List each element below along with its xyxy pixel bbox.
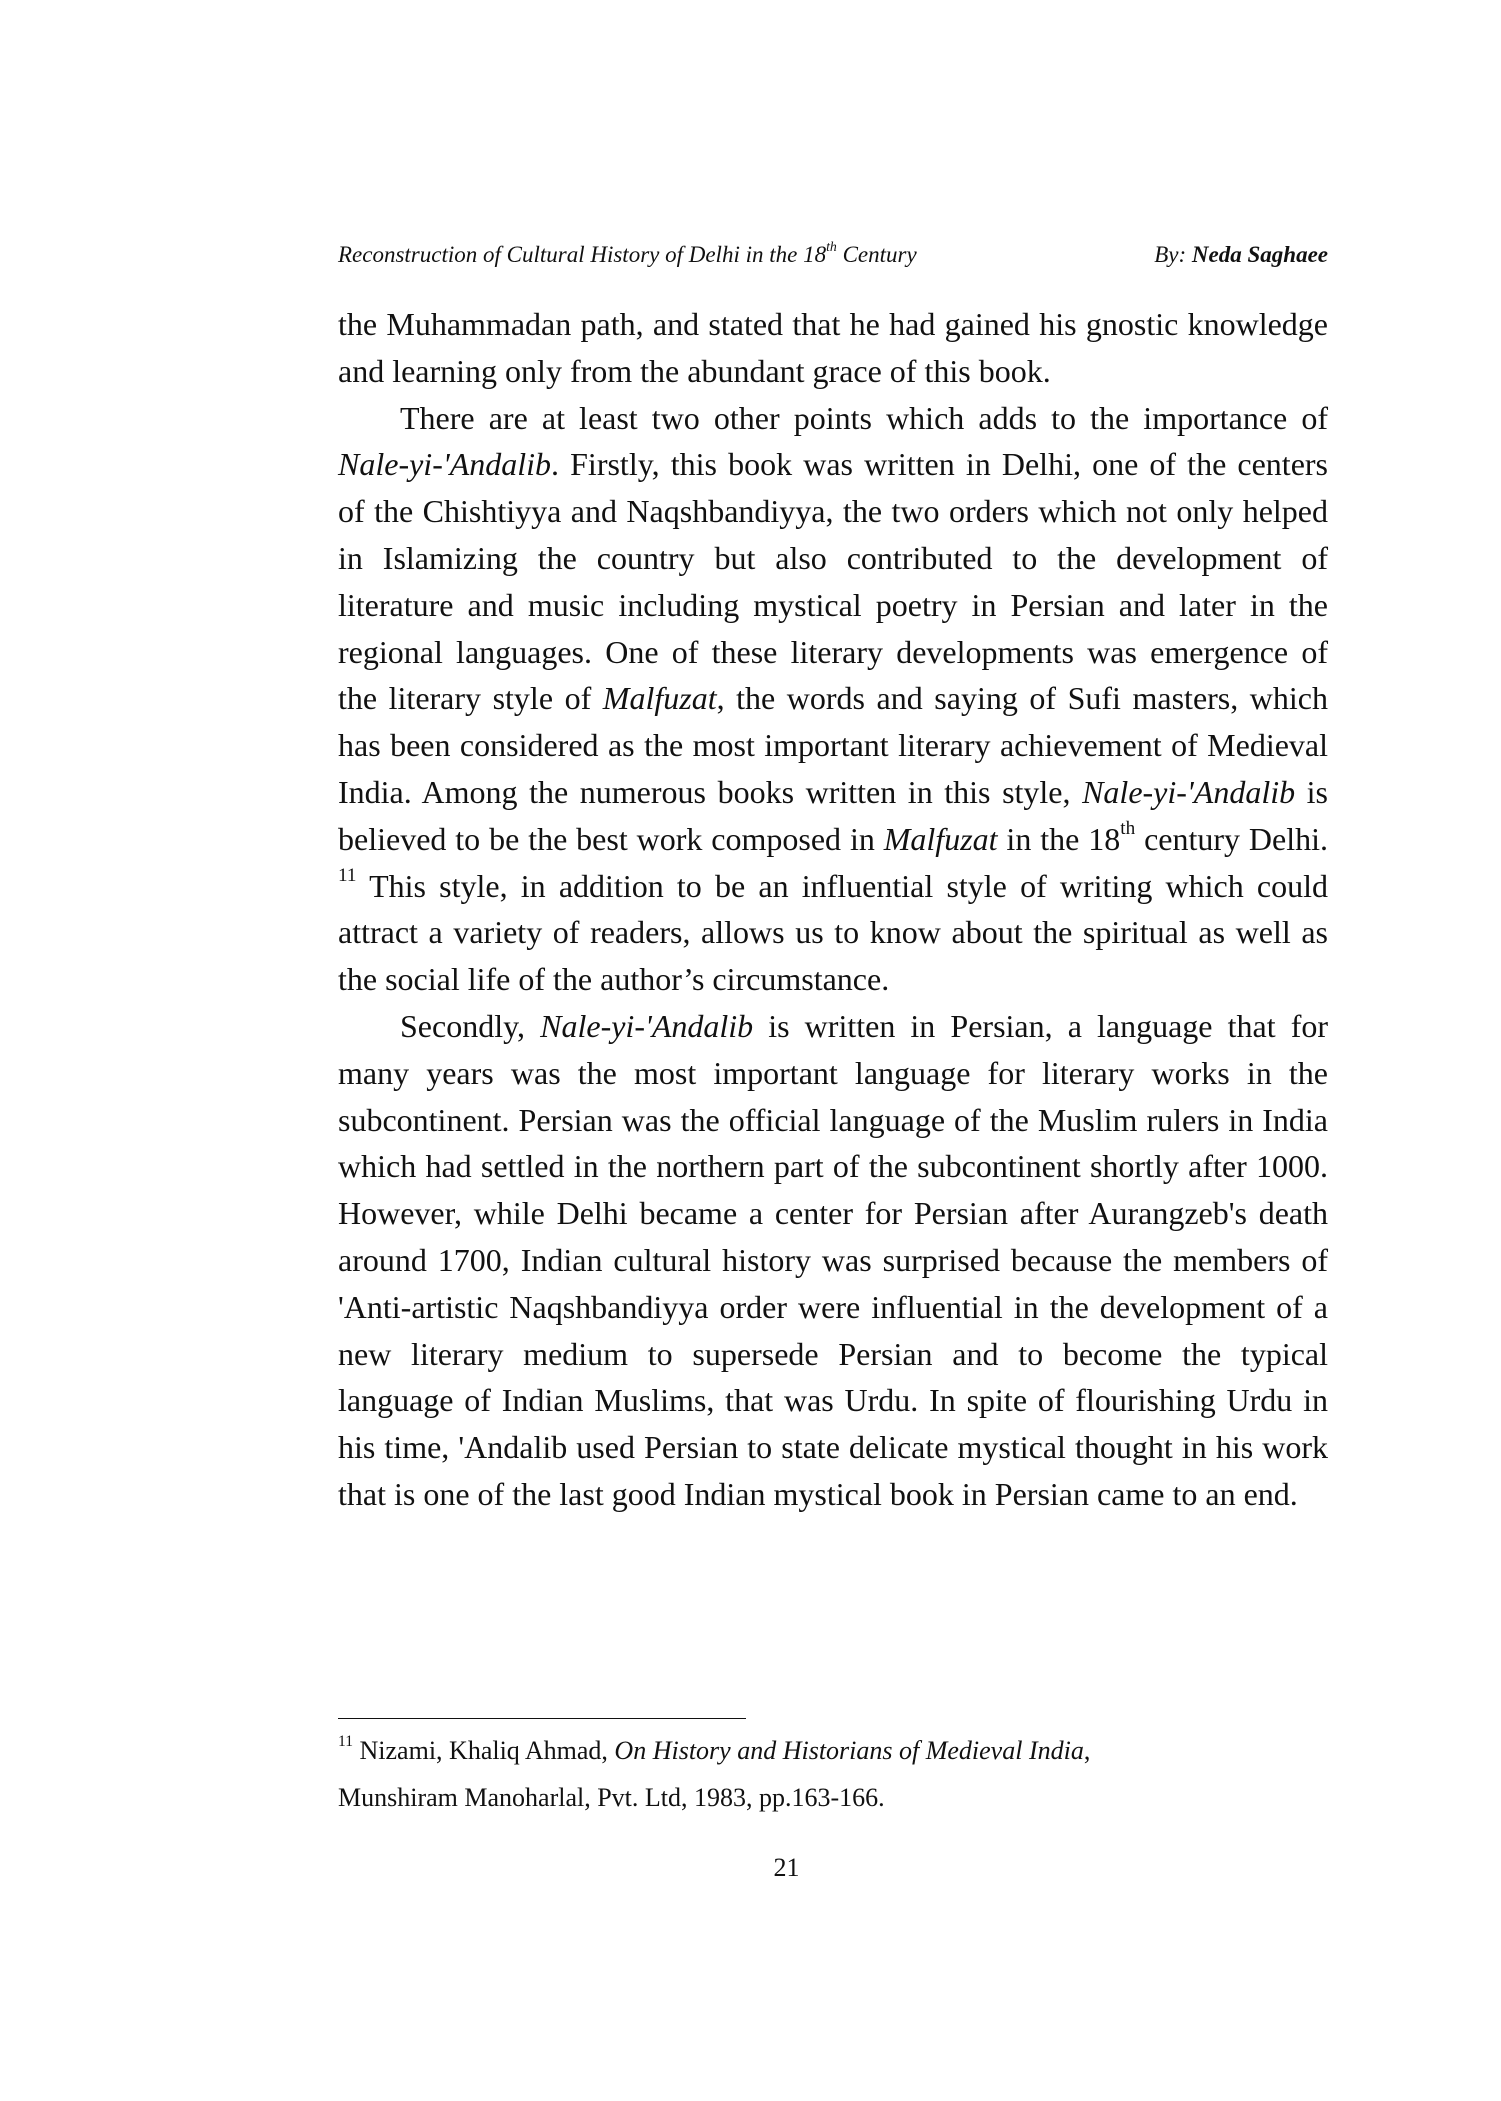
footnote-number: 11 — [338, 1733, 354, 1751]
p2-text-4: is believed to be the best work composed in — [338, 773, 1329, 857]
footnote-italic-title: On History and Historians of Medieval India — [614, 1736, 1084, 1765]
header-author-name: Neda Saghaee — [1191, 242, 1328, 267]
p2-text-7: This style, in addition to be an influential style of writing which could attract a variety of readers, allows us to know about the spiritual as well as the social life of the author’s circumstance. — [338, 867, 1328, 998]
paragraph-2 — [338, 395, 1328, 1003]
p2-italic-title-1: Nale-yi-'Andalib — [338, 446, 552, 483]
running-header — [338, 237, 1328, 273]
body-text — [338, 301, 1328, 1518]
p2-italic-term-2: Malfuzat — [883, 820, 998, 857]
p2-text-3: , the words and saying of Sufi masters, which has been considered as the most important literary achievement of Medieval India. Among the numerous books written in this style, — [338, 680, 1329, 810]
p2-text-6: century Delhi. — [1135, 820, 1329, 857]
header-title — [338, 237, 917, 273]
footnote-line-2: Munshiram Manoharlal, Pvt. Ltd, 1983, pp.163-166. — [338, 1783, 885, 1812]
footnote-separator — [338, 1718, 746, 1719]
header-author — [1154, 237, 1328, 273]
p2-text-1: There are at least two other points which adds to the importance of — [400, 399, 1328, 436]
header-author-label: By: — [1154, 242, 1192, 267]
header-title-superscript: th — [826, 238, 837, 254]
footnote-text-2: , — [1083, 1736, 1091, 1765]
footnote — [338, 1727, 1328, 1821]
p2-superscript: th — [1120, 818, 1136, 840]
p2-text-5: in the 18 — [997, 820, 1121, 857]
p3-text-1: Secondly, — [400, 1007, 541, 1044]
paragraph-1: the Muhammadan path, and stated that he had gained his gnostic knowledge and learning only from the abundant grace of this book. — [338, 306, 1328, 389]
footnote-line-1 — [338, 1727, 1328, 1774]
header-title-text: Reconstruction of Cultural History of Delhi in the 18 — [338, 242, 827, 267]
p2-text-2: . Firstly, this book was written in Delhi, one of the centers of the Chishtiyya and Naqshbandiyya, the two orders which not only helped in Islamizing the country but also contributed to the development of literature and music including mystical poetry in Persian and later in the regional languages. One of these literary developments was emergence of the literary style of — [338, 446, 1328, 717]
p3-text-2: is written in Persian, a language that for many years was the most important language for literary works in the subcontinent. Persian was the official language of the Muslim rulers in India which had settled in the northern part of the subcontinent shortly after 1000. However, while Delhi became a center for Persian after Aurangzeb's death around 1700, Indian cultural history was surprised because the members of 'Anti-artistic Naqshbandiyya order were influential in the development of a new literary medium to supersede Persian and to become the typical language of Indian Muslims, that was Urdu. In spite of flourishing Urdu in his time, 'Andalib used Persian to state delicate mystical thought in his work that is one of the last good Indian mystical book in Persian came to an end. — [338, 1007, 1329, 1512]
paragraph-3 — [338, 1003, 1328, 1518]
header-title-text-end: Century — [836, 242, 917, 267]
p2-italic-title-2: Nale-yi-'Andalib — [1082, 773, 1296, 810]
footnote-reference: 11 — [338, 865, 357, 887]
p3-italic-title: Nale-yi-'Andalib — [540, 1007, 754, 1044]
page-number: 21 — [773, 1853, 800, 1882]
p2-italic-term-1: Malfuzat — [602, 680, 717, 717]
footnote-text-1: Nizami, Khaliq Ahmad, — [353, 1736, 615, 1765]
